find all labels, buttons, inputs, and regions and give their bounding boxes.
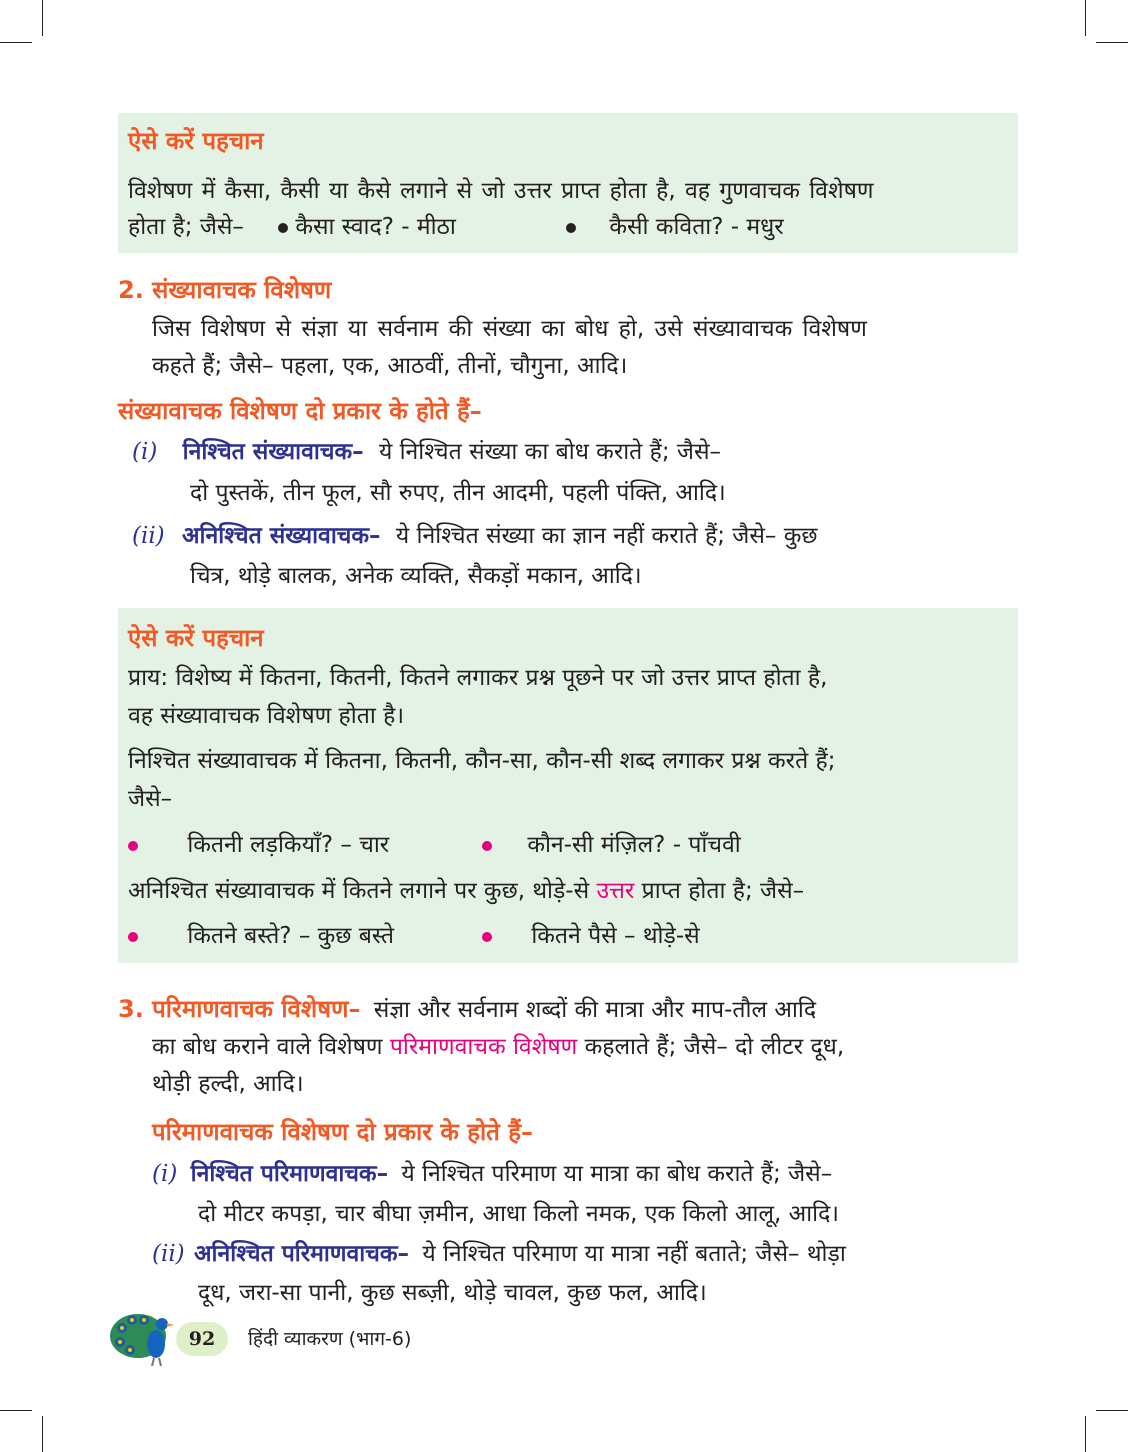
box-text-line	[128, 211, 244, 243]
bullet-icon	[278, 223, 288, 233]
book-title: हिंदी व्याकरण (भाग-6)	[248, 1328, 412, 1350]
section-heading: 2. संख्यावाचक विशेषण	[118, 276, 332, 304]
example-lead: होता है; जैसे–	[128, 214, 244, 240]
crop-mark	[1085, 1416, 1086, 1452]
item-term: अनिश्चित संख्यावाचक–	[181, 523, 381, 549]
identification-box-1	[118, 113, 1018, 253]
box-heading: ऐसे करें पहचान	[128, 127, 264, 155]
item-text: ये निश्चित संख्या का बोध कराते हैं; जैसे–	[378, 439, 721, 465]
paragraph-line: चित्र, थोड़े बालक, अनेक व्यक्ति, सैकड़ों मकान, आदि।	[190, 563, 642, 589]
crop-mark	[1096, 1410, 1128, 1411]
example-text: कैसा स्वाद? - मीठा	[295, 214, 456, 240]
example-text: कितनी लड़कियाँ? – चार	[187, 832, 390, 858]
crop-mark	[42, 0, 43, 36]
example-text: कैसी कविता? - मधुर	[609, 214, 784, 240]
text-fragment: प्राप्त होता है; जैसे–	[641, 878, 805, 904]
example-text: कितने बस्ते? – कुछ बस्ते	[187, 923, 394, 949]
paragraph-line: थोड़ी हल्दी, आदि।	[152, 1071, 304, 1097]
identification-box-2	[118, 608, 1018, 963]
crop-mark	[0, 42, 32, 43]
text-fragment: का बोध कराने वाले विशेषण	[152, 1034, 383, 1060]
item-number: (i)	[152, 1161, 178, 1187]
box-text-line: विशेषण में कैसा, कैसी या कैसे लगाने से जो उत्तर प्राप्त होता है, वह गुणवाचक विशेषण	[128, 178, 874, 204]
paragraph-line: दो मीटर कपड़ा, चार बीघा ज़मीन, आधा किलो नमक, एक किलो आलू, आदि।	[198, 1201, 840, 1227]
bullet-icon	[128, 932, 138, 942]
example-item	[566, 211, 784, 243]
paragraph-line	[118, 993, 816, 1026]
list-item	[152, 1238, 846, 1270]
item-number: (ii)	[152, 1241, 185, 1267]
box-heading: ऐसे करें पहचान	[128, 624, 264, 652]
list-item	[152, 1158, 832, 1190]
example-text: कौन-सी मंज़िल? - पाँचवी	[527, 832, 741, 858]
example-item	[128, 920, 394, 952]
box-text-line	[128, 875, 804, 907]
crop-mark	[1085, 0, 1086, 36]
item-number: (ii)	[132, 523, 165, 549]
bullet-icon	[482, 932, 492, 942]
box-text-line: प्राय: विशेष्य में कितना, कितनी, कितने लगाकर प्रश्न पूछने पर जो उत्तर प्राप्त होता है,	[128, 665, 828, 691]
subheading: परिमाणवाचक विशेषण दो प्रकार के होते हैं–	[152, 1118, 533, 1146]
item-number: (i)	[132, 439, 158, 465]
paragraph-line	[152, 1031, 844, 1063]
item-text: ये निश्चित परिमाण या मात्रा का बोध कराते हैं; जैसे–	[401, 1161, 833, 1187]
text-fragment: कहलाते हैं; जैसे– दो लीटर दूध,	[584, 1034, 845, 1060]
list-item	[132, 436, 721, 468]
crop-mark	[0, 1410, 32, 1411]
list-item	[132, 520, 818, 552]
text-fragment: अनिश्चित संख्यावाचक में कितने लगाने पर कुछ, थोड़े-से	[128, 878, 590, 904]
box-text-line: वह संख्यावाचक विशेषण होता है।	[128, 703, 405, 729]
box-text-line: निश्चित संख्यावाचक में कितना, कितनी, कौन-सा, कौन-सी शब्द लगाकर प्रश्न करते हैं;	[128, 748, 836, 774]
bullet-icon	[482, 841, 492, 851]
crop-mark	[42, 1416, 43, 1452]
box-text-line: जैसे–	[128, 786, 173, 812]
text-fragment: संज्ञा और सर्वनाम शब्दों की मात्रा और माप-तौल आदि	[373, 997, 817, 1023]
paragraph-line: दूध, जरा-सा पानी, कुछ सब्ज़ी, थोड़े चावल, कुछ फल, आदि।	[198, 1280, 707, 1306]
crop-mark	[1096, 42, 1128, 43]
highlight-word: उत्तर	[596, 878, 635, 904]
paragraph-line: दो पुस्तकें, तीन फूल, सौ रुपए, तीन आदमी, पहली पंक्ति, आदि।	[190, 480, 726, 506]
page-number: 92	[176, 1322, 228, 1356]
example-item	[278, 211, 456, 243]
subheading: संख्यावाचक विशेषण दो प्रकार के होते हैं–	[118, 397, 482, 425]
bullet-icon	[566, 223, 576, 233]
item-term: निश्चित परिमाणवाचक–	[190, 1161, 389, 1187]
peacock-icon	[108, 1306, 178, 1366]
paragraph-line: कहते हैं; जैसे– पहला, एक, आठवीं, तीनों, चौगुना, आदि।	[152, 353, 628, 379]
example-item	[482, 920, 700, 952]
item-term: अनिश्चित परिमाणवाचक–	[193, 1241, 410, 1267]
item-text: ये निश्चित परिमाण या मात्रा नहीं बताते; जैसे– थोड़ा	[422, 1241, 846, 1267]
example-item	[482, 829, 741, 861]
paragraph-line: जिस विशेषण से संज्ञा या सर्वनाम की संख्या का बोध हो, उसे संख्यावाचक विशेषण	[152, 316, 867, 342]
example-item	[128, 829, 389, 861]
bullet-icon	[128, 841, 138, 851]
example-text: कितने पैसे – थोड़े-से	[531, 923, 700, 949]
highlight-term: परिमाणवाचक विशेषण	[389, 1034, 578, 1060]
section-heading: 3. परिमाणवाचक विशेषण–	[118, 995, 361, 1023]
item-term: निश्चित संख्यावाचक–	[182, 439, 364, 465]
item-text: ये निश्चित संख्या का ज्ञान नहीं कराते हैं; जैसे– कुछ	[395, 523, 818, 549]
